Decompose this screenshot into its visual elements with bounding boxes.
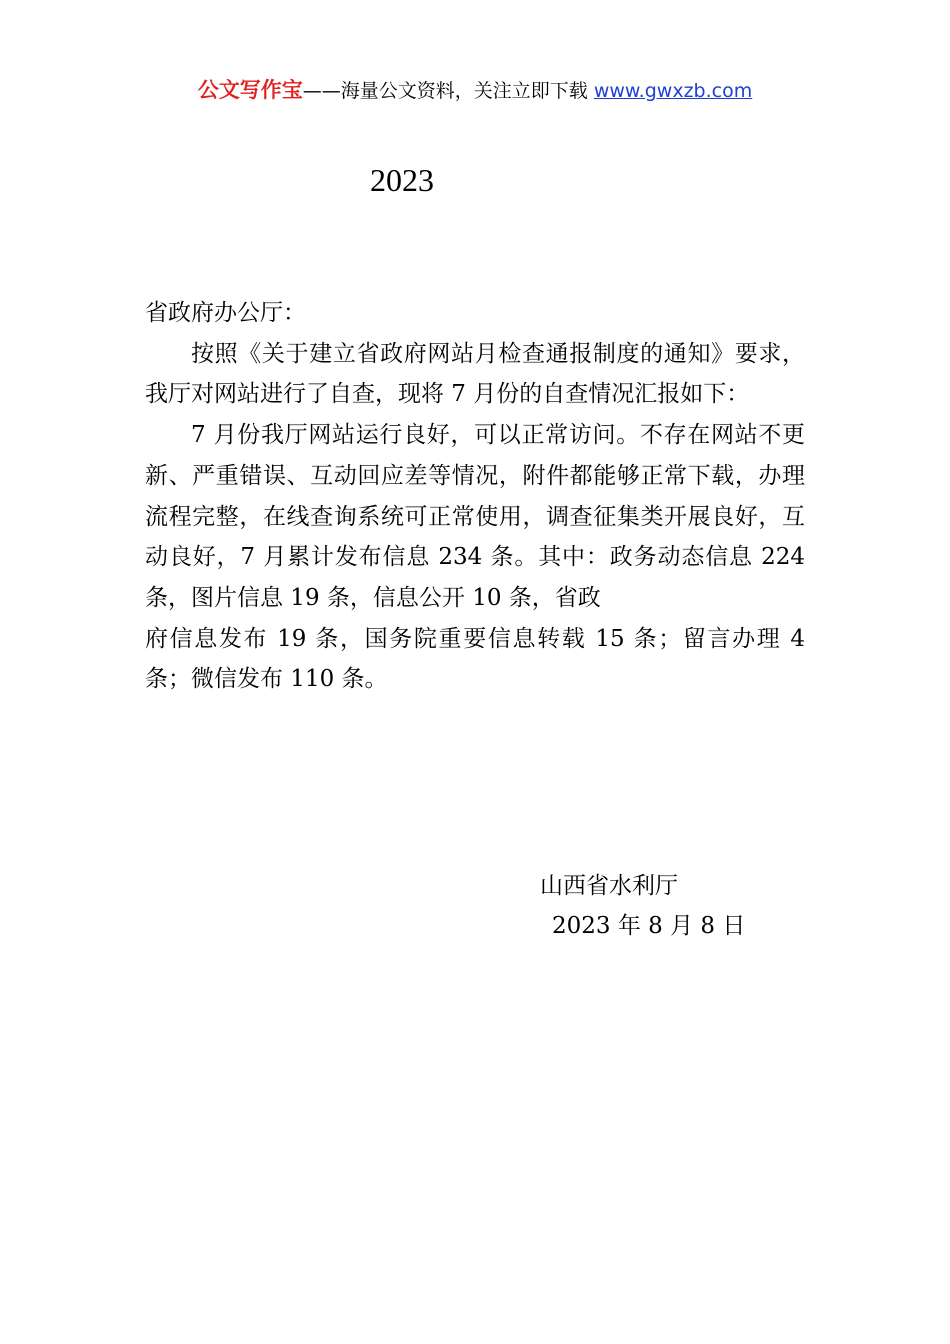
paragraph-intro: 按照《关于建立省政府网站月检查通报制度的通知》要求，我厅对网站进行了自查，现将 7 月份的自查情况汇报如下： [145,340,805,408]
addressee: 省政府办公厅： [145,300,306,326]
website-link[interactable]: www.gwxzb.com [593,80,753,102]
brand-name: 公文写作宝 [197,78,303,102]
document-title-year: 2023 [370,162,434,198]
document-body [145,293,805,700]
signature-block [540,866,745,946]
signature-organization: 山西省水利厅 [540,873,678,899]
brand-slogan: ——海量公文资料，关注立即下载 [302,80,594,102]
paragraph-report-continued: 府信息发布 19 条，国务院重要信息转载 15 条；留言办理 4 条；微信发布 110 条。 [145,625,805,693]
watermark-header [0,74,950,104]
paragraph-report: 7 月份我厅网站运行良好，可以正常访问。不存在网站不更新、严重错误、互动回应差等情况，附件都能够正常下载，办理流程完整，在线查询系统可正常使用，调查征集类开展良好，互动良好，7 月累计发布信息 234 条。其中：政务动态信息 224 条，图片信息 19 条，信息公开 10 条，省政 [145,422,805,611]
signature-date: 2023 年 8 月 8 日 [552,913,746,939]
